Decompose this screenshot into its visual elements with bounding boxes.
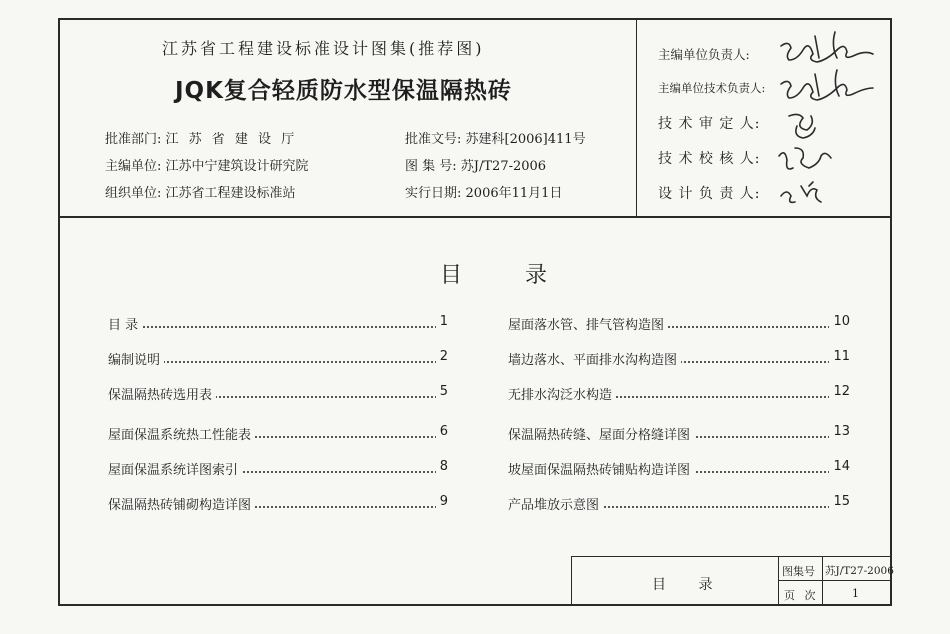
toc-item[interactable] — [108, 424, 448, 446]
toc-item-page: 2 — [436, 349, 448, 364]
toc-item[interactable] — [108, 384, 448, 406]
toc-item-page: 13 — [829, 424, 850, 439]
signatory-reviewer — [658, 113, 761, 133]
info-value: 2006年11月1日 — [465, 186, 563, 201]
info-value: 苏建科[2006]411号 — [465, 132, 586, 147]
signatory-role: 主编单位技术负责人: — [658, 81, 766, 95]
title-block-divider — [778, 580, 892, 581]
info-label: 组织单位: — [105, 186, 162, 201]
toc-item[interactable] — [108, 349, 448, 371]
info-value: 苏J/T27-2006 — [460, 159, 547, 174]
atlas-number-value: 苏J/T27-2006 — [825, 565, 894, 577]
info-value: 江苏省工程建设标准站 — [165, 186, 296, 201]
info-label: 图 集 号: — [405, 159, 457, 174]
toc-item-title: 屋面保温系统热工性能表 — [108, 424, 255, 443]
signatory-role: 设 计 负 责 人: — [658, 186, 761, 202]
title-block-divider — [778, 556, 779, 606]
page-number-label: 页 次 — [784, 589, 819, 602]
toc-heading: 目 录 — [440, 263, 575, 288]
toc-item-page: 14 — [829, 459, 850, 474]
atlas-number — [405, 155, 546, 174]
info-label: 批准部门: — [105, 132, 162, 147]
info-label: 主编单位: — [105, 159, 162, 174]
signatory-chief-unit-head — [658, 45, 750, 63]
organizing-unit — [105, 182, 296, 201]
toc-item-page: 6 — [436, 424, 448, 439]
approval-document-number — [405, 128, 586, 147]
toc-item-title: 产品堆放示意图 — [508, 494, 603, 513]
toc-item[interactable] — [108, 459, 448, 481]
toc-item-page: 5 — [436, 384, 448, 399]
toc-item-page: 1 — [436, 314, 448, 329]
toc-item[interactable] — [508, 314, 850, 336]
toc-item-page: 12 — [829, 384, 850, 399]
info-label: 批准文号: — [405, 132, 462, 147]
toc-item[interactable] — [108, 494, 448, 516]
toc-item-page: 15 — [829, 494, 850, 509]
toc-item-title: 坡屋面保温隔热砖铺贴构造详图 — [508, 459, 694, 478]
toc-item-page: 11 — [829, 349, 850, 364]
toc-item-title: 目 录 — [108, 314, 142, 333]
chief-editor-unit — [105, 155, 309, 174]
sheet-frame — [58, 18, 892, 606]
main-title: JQK复合轻质防水型保温隔热砖 — [175, 78, 512, 104]
toc-item[interactable] — [508, 459, 850, 481]
toc-item[interactable] — [508, 424, 850, 446]
toc-item[interactable] — [508, 494, 850, 516]
toc-item-page: 10 — [829, 314, 850, 329]
toc-item-title: 编制说明 — [108, 349, 164, 368]
effective-date — [405, 182, 562, 201]
toc-item-title: 屋面保温系统详图索引 — [108, 459, 242, 478]
toc-item-title: 墙边落水、平面排水沟构造图 — [508, 349, 681, 368]
toc-item-title: 无排水沟泛水构造 — [508, 384, 616, 403]
signatory-role: 技 术 审 定 人: — [658, 116, 761, 132]
approval-department — [105, 128, 297, 147]
toc-item-title: 保温隔热砖铺砌构造详图 — [108, 494, 255, 513]
info-value: 江 苏 省 建 设 厅 — [165, 132, 298, 147]
toc-item-page: 9 — [436, 494, 448, 509]
page-number-value: 1 — [852, 587, 859, 600]
signatory-designer — [658, 183, 761, 203]
series-title: 江苏省工程建设标准设计图集(推荐图) — [162, 39, 485, 58]
toc-item[interactable] — [508, 349, 850, 371]
handwritten-signatures — [775, 26, 885, 206]
info-label: 实行日期: — [405, 186, 462, 201]
toc-item[interactable] — [108, 314, 448, 336]
toc-item-title: 屋面落水管、排气管构造图 — [508, 314, 668, 333]
header-divider — [58, 216, 892, 218]
signature-column-divider — [636, 18, 637, 216]
signatory-technical-head — [658, 80, 765, 96]
title-block-sheet-title: 目 录 — [652, 577, 727, 593]
signatory-role: 主编单位负责人: — [658, 47, 750, 62]
toc-item-title: 保温隔热砖缝、屋面分格缝详图 — [508, 424, 694, 443]
signatory-role: 技 术 校 核 人: — [658, 151, 761, 167]
toc-item[interactable] — [508, 384, 850, 406]
toc-item-title: 保温隔热砖选用表 — [108, 384, 216, 403]
signatory-checker — [658, 148, 761, 168]
title-block-divider — [822, 556, 823, 606]
atlas-number-label: 图集号 — [782, 565, 815, 578]
toc-item-page: 8 — [436, 459, 448, 474]
toc-leader-dots — [108, 326, 448, 328]
info-value: 江苏中宁建筑设计研究院 — [165, 159, 309, 174]
